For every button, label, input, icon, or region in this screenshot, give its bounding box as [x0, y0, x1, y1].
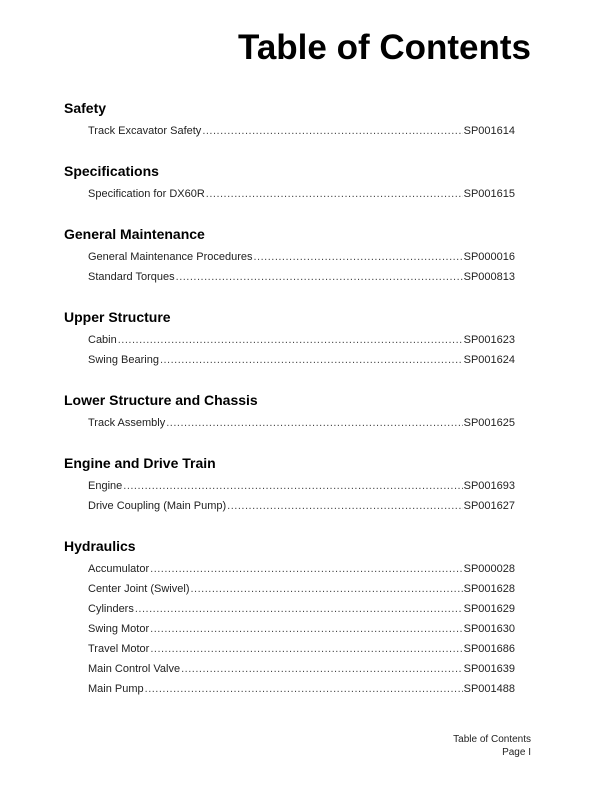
entry-code: SP001639 [463, 663, 515, 675]
toc-section [64, 98, 515, 141]
toc-entry[interactable] [88, 476, 515, 496]
toc-entry[interactable] [88, 639, 515, 659]
dot-leader [118, 330, 463, 350]
entry-title: Main Pump [88, 683, 144, 695]
toc-section [64, 390, 515, 433]
toc-entry[interactable] [88, 121, 515, 141]
toc-entry[interactable] [88, 330, 515, 350]
entry-title: Cylinders [88, 603, 134, 615]
toc-entry[interactable] [88, 350, 515, 370]
toc-entry[interactable] [88, 559, 515, 579]
page-footer [453, 733, 531, 759]
entry-title: Swing Motor [88, 623, 150, 635]
footer-page-number: Page I [502, 747, 531, 758]
entry-title: Track Excavator Safety [88, 125, 202, 137]
toc-entry[interactable] [88, 413, 515, 433]
toc-section [64, 453, 515, 516]
entry-title: Cabin [88, 334, 117, 346]
entry-code: SP001488 [463, 683, 515, 695]
entry-code: SP001629 [463, 603, 515, 615]
dot-leader [253, 247, 462, 267]
entry-code: SP001630 [463, 623, 515, 635]
dot-leader [202, 121, 462, 141]
dot-leader [150, 639, 462, 659]
dot-leader [135, 599, 463, 619]
section-heading: Upper Structure [64, 309, 171, 325]
page-title: Table of Contents [238, 28, 531, 67]
entry-code: SP000813 [463, 271, 515, 283]
entry-title: Drive Coupling (Main Pump) [88, 500, 227, 512]
section-heading: Specifications [64, 163, 159, 179]
toc-entry[interactable] [88, 599, 515, 619]
dot-leader [176, 267, 463, 287]
entry-code: SP001625 [463, 417, 515, 429]
entry-code: SP001628 [463, 583, 515, 595]
dot-leader [123, 476, 462, 496]
dot-leader [227, 496, 462, 516]
section-heading: Safety [64, 100, 107, 116]
entry-code: SP001615 [463, 188, 515, 200]
toc-entry[interactable] [88, 184, 515, 204]
entry-title: Swing Bearing [88, 354, 159, 366]
entry-title: Standard Torques [88, 271, 175, 283]
entry-title: Travel Motor [88, 643, 150, 655]
section-heading: Engine and Drive Train [64, 455, 216, 471]
entry-code: SP001624 [463, 354, 515, 366]
table-of-contents [64, 98, 515, 719]
toc-entry[interactable] [88, 679, 515, 699]
entry-code: SP001623 [463, 334, 515, 346]
dot-leader [150, 559, 462, 579]
dot-leader [206, 184, 463, 204]
entry-title: General Maintenance Procedures [88, 251, 253, 263]
entry-code: SP000016 [463, 251, 515, 263]
toc-entry[interactable] [88, 496, 515, 516]
toc-entry[interactable] [88, 659, 515, 679]
dot-leader [181, 659, 462, 679]
entry-title: Track Assembly [88, 417, 166, 429]
entry-code: SP001686 [463, 643, 515, 655]
toc-section [64, 161, 515, 204]
entry-title: Specification for DX60R [88, 188, 205, 200]
section-heading: Hydraulics [64, 538, 136, 554]
dot-leader [160, 350, 463, 370]
dot-leader [190, 579, 462, 599]
section-heading: General Maintenance [64, 226, 205, 242]
entry-title: Engine [88, 480, 123, 492]
toc-entry[interactable] [88, 267, 515, 287]
footer-title: Table of Contents [453, 734, 531, 745]
entry-code: SP001614 [463, 125, 515, 137]
toc-entry[interactable] [88, 579, 515, 599]
entry-code: SP000028 [463, 563, 515, 575]
entry-code: SP001693 [463, 480, 515, 492]
toc-entry[interactable] [88, 619, 515, 639]
entry-title: Center Joint (Swivel) [88, 583, 190, 595]
dot-leader [150, 619, 462, 639]
toc-section [64, 536, 515, 699]
entry-title: Main Control Valve [88, 663, 181, 675]
dot-leader [145, 679, 463, 699]
entry-title: Accumulator [88, 563, 150, 575]
section-heading: Lower Structure and Chassis [64, 392, 258, 408]
entry-code: SP001627 [463, 500, 515, 512]
toc-entry[interactable] [88, 247, 515, 267]
toc-section [64, 224, 515, 287]
dot-leader [166, 413, 462, 433]
toc-section [64, 307, 515, 370]
